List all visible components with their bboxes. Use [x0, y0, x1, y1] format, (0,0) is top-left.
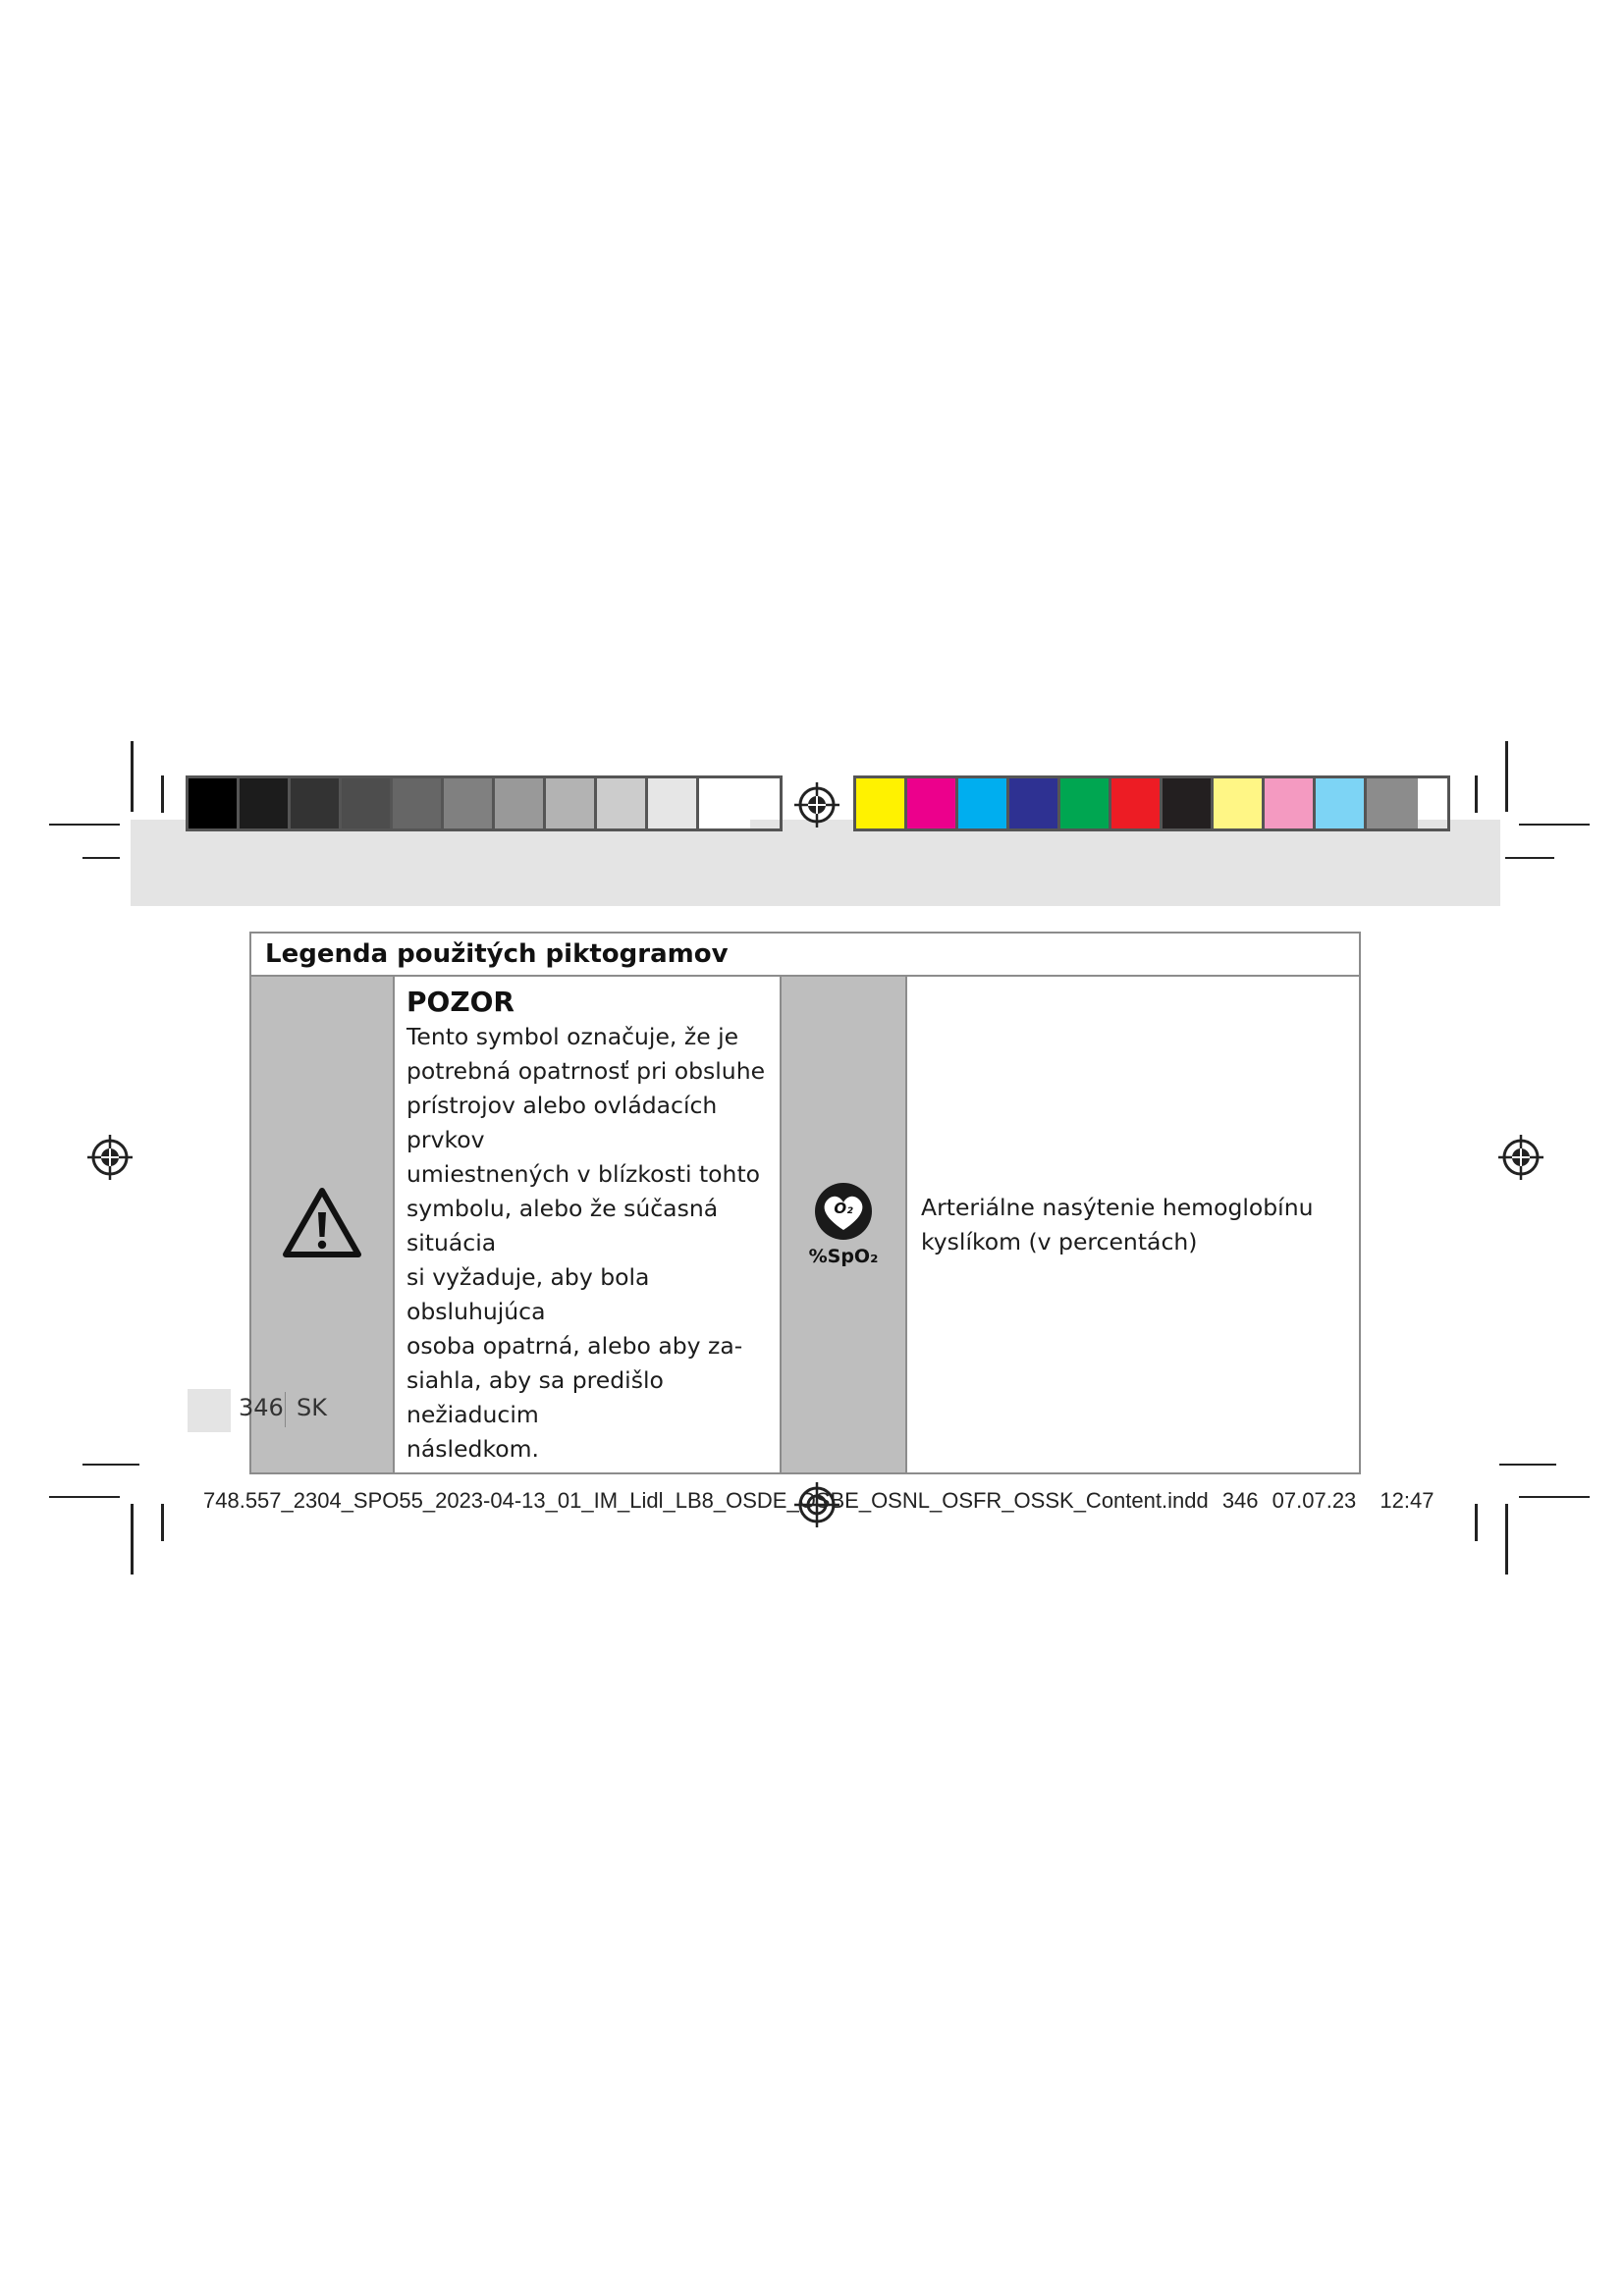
color-swatch: [1111, 778, 1163, 828]
spo2-description: [906, 976, 1360, 1473]
crop-mark: [1475, 775, 1478, 813]
color-bar: [853, 775, 1450, 831]
slug-filename: 748.557_2304_SPO55_2023-04-13_01_IM_Lidl_LB8_OSDE_OSBE_OSNL_OSFR_OSSK_Content.indd: [203, 1488, 1209, 1513]
crop-mark: [131, 1504, 134, 1575]
registration-mark-icon: [85, 1133, 135, 1182]
color-swatch: [1060, 778, 1111, 828]
color-swatch: [495, 778, 546, 828]
crop-mark: [49, 824, 120, 826]
grayscale-bar: [186, 775, 783, 831]
spo2-line: Arteriálne nasýtenie hemoglobínu: [921, 1193, 1314, 1221]
slug-time: 12:47: [1380, 1488, 1435, 1513]
caution-line: symbolu, alebo že súčasná situácia: [406, 1195, 719, 1256]
color-swatch: [597, 778, 648, 828]
warning-triangle-icon: [281, 1186, 363, 1260]
caution-line: osoba opatrná, alebo aby za-: [406, 1332, 743, 1360]
color-swatch: [1265, 778, 1316, 828]
color-swatch: [1009, 778, 1060, 828]
slug-page: 346: [1221, 1488, 1259, 1513]
registration-mark-icon: [792, 1480, 841, 1529]
registration-mark-icon: [792, 780, 841, 829]
color-swatch: [393, 778, 444, 828]
crop-mark: [1519, 1496, 1590, 1498]
spo2-label: %SpO₂: [808, 1245, 879, 1267]
color-swatch: [907, 778, 958, 828]
slug-date: 07.07.23: [1272, 1488, 1357, 1513]
color-swatch: [958, 778, 1009, 828]
registration-mark-icon: [1496, 1133, 1545, 1182]
pictogram-legend-table: [249, 932, 1361, 1474]
color-swatch: [342, 778, 393, 828]
spo2-icon-cell: [781, 976, 906, 1473]
color-swatch: [240, 778, 291, 828]
crop-mark: [1499, 1464, 1556, 1466]
caution-line: prístrojov alebo ovládacích prvkov: [406, 1092, 718, 1153]
caution-heading: POZOR: [406, 986, 514, 1018]
crop-mark: [82, 857, 120, 859]
crop-mark: [1519, 824, 1590, 826]
caution-line: umiestnených v blízkosti tohto: [406, 1160, 761, 1188]
header-band: [131, 820, 1500, 906]
crop-mark: [1505, 741, 1508, 812]
color-swatch: [546, 778, 597, 828]
color-swatch: [856, 778, 907, 828]
caution-line: si vyžaduje, aby bola obsluhujúca: [406, 1263, 650, 1325]
crop-mark: [131, 741, 134, 812]
color-swatch: [648, 778, 699, 828]
caution-line: siahla, aby sa predišlo nežiaducim: [406, 1366, 664, 1428]
page-number-box: [188, 1389, 231, 1432]
caution-description: [394, 976, 781, 1473]
color-swatch: [291, 778, 342, 828]
color-swatch: [1316, 778, 1367, 828]
crop-mark: [82, 1464, 139, 1466]
spo2-line: kyslíkom (v percentách): [921, 1227, 1198, 1255]
color-swatch: [1367, 778, 1418, 828]
crop-mark: [161, 1504, 164, 1541]
color-swatch: [1163, 778, 1214, 828]
page-number: 346: [239, 1394, 284, 1421]
spo2-heart-icon: [804, 1181, 883, 1269]
caution-text: [406, 1020, 768, 1467]
page-language: SK: [297, 1394, 327, 1421]
color-swatch: [189, 778, 240, 828]
color-swatch: [1214, 778, 1265, 828]
caution-line: následkom.: [406, 1435, 539, 1463]
crop-mark: [161, 775, 164, 813]
page-number-divider: [285, 1392, 286, 1427]
crop-mark: [1505, 1504, 1508, 1575]
color-swatch: [699, 778, 750, 828]
caution-line: potrebná opatrnosť pri obsluhe: [406, 1057, 766, 1085]
caution-line: Tento symbol označuje, že je: [406, 1023, 739, 1050]
crop-mark: [1505, 857, 1554, 859]
crop-mark: [1475, 1504, 1478, 1541]
crop-mark: [49, 1496, 120, 1498]
color-swatch: [444, 778, 495, 828]
legend-title: Legenda použitých piktogramov: [250, 933, 1360, 976]
spo2-o2-text: O₂: [834, 1199, 853, 1217]
